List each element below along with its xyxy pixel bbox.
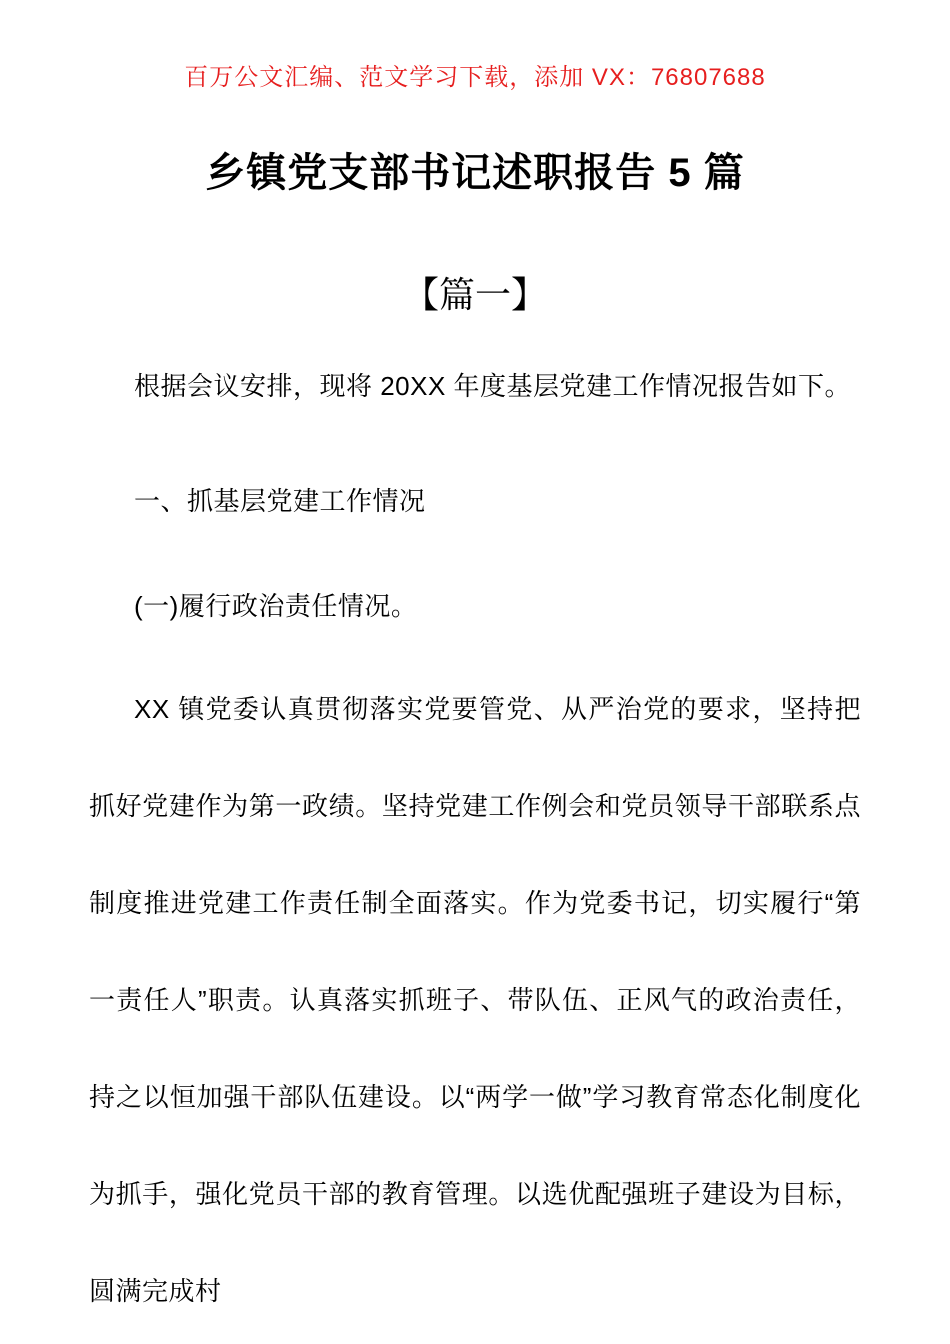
paragraph-intro: 根据会议安排，现将 20XX 年度基层党建工作情况报告如下。 — [134, 371, 852, 401]
section-heading: 【篇一】 — [402, 274, 547, 315]
heading-level-1: 一、抓基层党建工作情况 — [134, 486, 426, 516]
document-title: 乡镇党支部书记述职报告 5 篇 — [205, 151, 745, 195]
paragraph-body: XX 镇党委认真贯彻落实党要管党、从严治党的要求，坚持把抓好党建作为第一政绩。坚持党建工作例会和党员领导干部联系点制度推进党建工作责任制全面落实。作为党委书记，切实履行“第一责任人”职责。认真落实抓班子、带队伍、正风气的政治责任，持之以恒加强干部队伍建设。以“两学一做”学习教育常态化制度化为抓手，强化党员干部的教育管理。以选优配强班子建设为目标，圆满完成村 — [89, 694, 861, 1306]
watermark-notice: 百万公文汇编、范文学习下载，添加 VX：76807688 — [184, 64, 766, 91]
heading-level-2: (一)履行政治责任情况。 — [134, 591, 418, 621]
